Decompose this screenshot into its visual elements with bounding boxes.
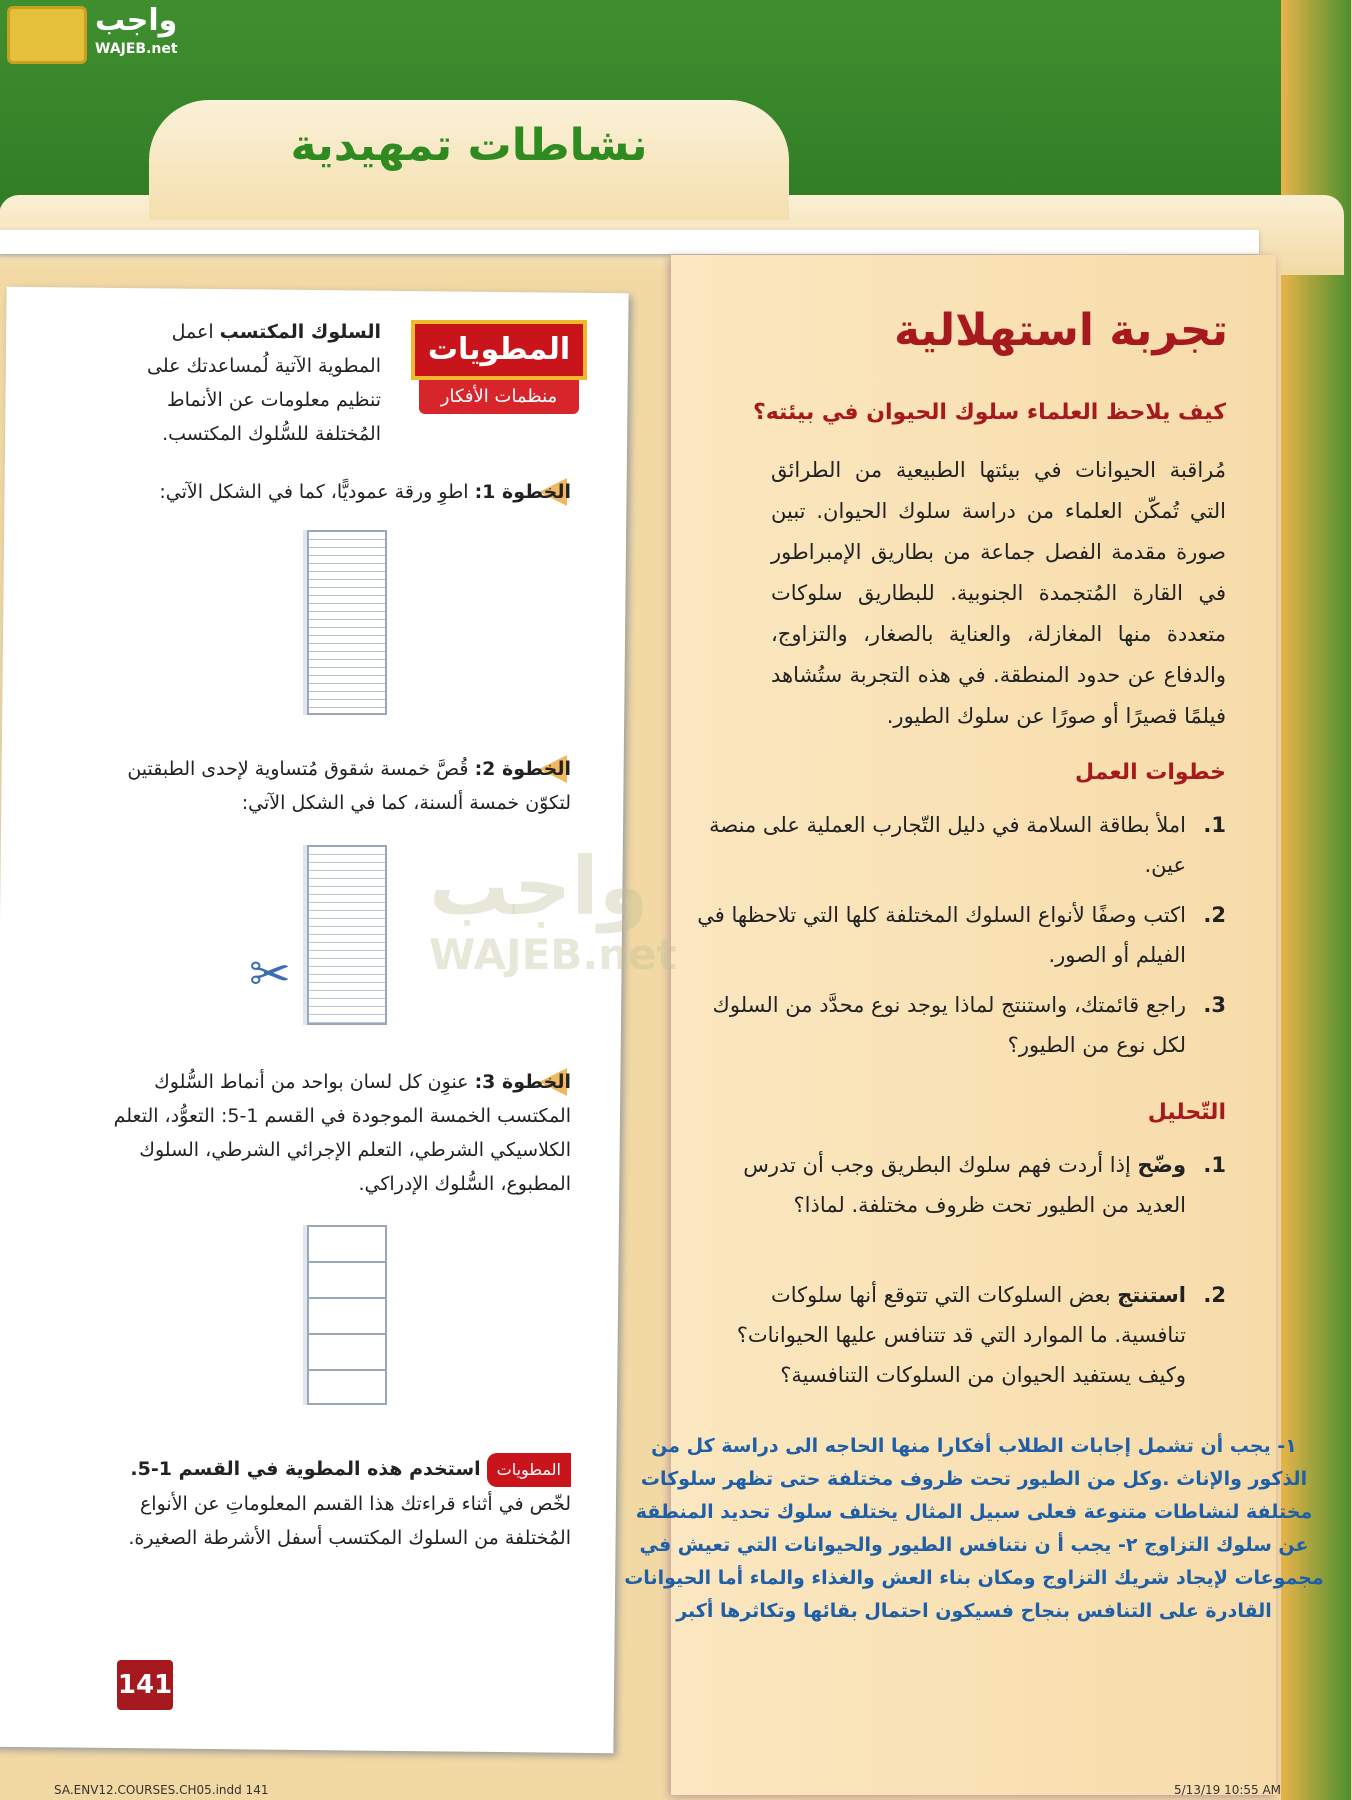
scissors-icon: ✂	[250, 945, 292, 1003]
wajeb-logo	[8, 3, 179, 64]
analysis-title: التّحليل	[1148, 1100, 1227, 1125]
item-text: اكتب وصفًا لأنواع السلوك المختلفة كلها التي تلاحظها في الفيلم أو الصور.	[698, 903, 1187, 967]
paper-strip	[0, 230, 1260, 254]
footer-file: SA.ENV12.COURSES.CH05.indd 141	[55, 1783, 270, 1797]
experiment-intro: مُراقبة الحيوانات في بيئتها الطبيعية من الطرائق التي تُمكّن العلماء من دراسة سلوك الحيوان. تبين صورة مقدمة الفصل جماعة من بطاريق الإمبراطور في القارة المُتجمدة الجنوبية. للبطاريق سلوكات متعددة منها المغازلة، والعناية بالصغار، والتزاوج، والدفاع عن حدود المنطقة. في هذه التجربة ستُشاهد فيلمًا قصيرًا أو صورًا عن سلوك الطيور.	[772, 458, 1227, 728]
procedure-item	[697, 985, 1227, 1065]
book-icon	[8, 6, 88, 64]
watermark-latin: WAJEB.net	[430, 930, 678, 979]
item-number: 1.	[1204, 813, 1227, 837]
procedure-title: خطوات العمل	[1076, 760, 1227, 785]
page-number: 141	[118, 1660, 174, 1710]
watermark: واجب	[430, 840, 650, 933]
cut-sheet-figure	[308, 845, 388, 1025]
teacher-answer: ١- يجب أن تشمل إجابات الطلاب أفكارا منها الحاجه الى دراسة كل من الذكور والإناث .وكل من الطيور تحت ظروف مختلفة حتى تظهر سلوكات مختلفة لنشاطات متنوعة فعلى سبيل المثال يختلف سلوك تحديد المنطقة عن سلوك التزاوج ٢- يجب أ ن نتنافس الطيور والحيوانات التي تعيش في مجموعات لإيجاد شريك التزاوج ومكان بناء العش والغذاء والماء أما الحيوانات القادرة على التنافس بنجاح فسيكون احتمال بقائها وتكاثرها أكبر	[625, 1435, 1325, 1622]
item-verb: استنتج	[1118, 1283, 1187, 1307]
experiment-question: كيف يلاحظ العلماء سلوك الحيوان في بيئته؟	[753, 400, 1227, 425]
item-text: راجع قائمتك، واستنتج لماذا يوجد نوع محدَّد من السلوك لكل نوع من الطيور؟	[713, 993, 1187, 1057]
step-label: الخطوة 1:	[475, 481, 572, 503]
usage-tag: المطويات	[488, 1453, 572, 1487]
intro-text: اعمل المطوية الآتية لُمساعدتك على تنظيم معلومات عن الأنماط المُختلفة للسُّلوك المكتسب.	[148, 321, 382, 445]
footer-date: 5/13/19 10:55 AM	[1175, 1783, 1283, 1797]
foldables-badge	[412, 320, 588, 420]
analysis-item	[697, 1145, 1227, 1225]
badge-top: المطويات	[412, 320, 588, 380]
section-tab	[150, 100, 790, 220]
step-2	[102, 752, 572, 820]
step-text: عنوِن كل لسان بواحد من أنماط السُّلوك المكتسب الخمسة الموجودة في القسم 1-5: التعوُّد، التعلم الكلاسيكي الشرطي، التعلم الإجرائي الشرطي، السلوك المطبوع، السُّلوك الإدراكي.	[114, 1071, 572, 1195]
step-1	[102, 475, 572, 509]
analysis-item	[697, 1275, 1227, 1395]
item-number: 3.	[1204, 993, 1227, 1017]
procedure-item	[697, 805, 1227, 885]
step-3	[102, 1065, 572, 1201]
item-text: املأ بطاقة السلامة في دليل التّجارب العملية على منصة عين.	[710, 813, 1187, 877]
foldables-usage	[92, 1452, 572, 1555]
item-text: إذا أردت فهم سلوك البطريق وجب أن تدرس العديد من الطيور تحت ظروف مختلفة. لماذا؟	[744, 1153, 1187, 1217]
experiment-title: تجربة استهلالية	[895, 305, 1230, 356]
intro-bold: السلوك المكتسب	[220, 321, 382, 343]
usage-bold: استخدم هذه المطوية في القسم 1-5.	[131, 1458, 482, 1480]
step-text: قُصَّ خمسة شقوق مُتساوية لإحدى الطبقتين لتكوّن خمسة ألسنة، كما في الشكل الآتي:	[128, 758, 572, 814]
foldables-intro	[122, 315, 382, 451]
step-text: اطوِ ورقة عموديًّا، كما في الشكل الآتي:	[160, 481, 476, 503]
section-title: نشاطات تمهيدية	[291, 120, 649, 171]
item-number: 1.	[1204, 1153, 1227, 1177]
step-label: الخطوة 2:	[475, 758, 572, 780]
item-text: بعض السلوكات التي تتوقع أنها سلوكات تنافسية. ما الموارد التي قد تتنافس عليها الحيوانات؟ وكيف يستفيد الحيوان من السلوكات التنافسية؟	[737, 1283, 1187, 1387]
usage-text: لخّص في أثناء قراءتك هذا القسم المعلوماتِ عن الأنواع المُختلفة من السلوك المكتسب أسفل الأشرطة الصغيرة.	[129, 1493, 572, 1549]
logo-arabic: واجب	[96, 3, 179, 38]
item-number: 2.	[1204, 1283, 1227, 1307]
logo-latin: WAJEB.net	[96, 41, 179, 57]
folded-sheet-figure	[308, 530, 388, 715]
procedure-item	[697, 895, 1227, 975]
badge-bottom: منظمات الأفكار	[420, 380, 580, 414]
item-number: 2.	[1204, 903, 1227, 927]
step-label: الخطوة 3:	[475, 1071, 572, 1093]
tabbed-sheet-figure	[308, 1225, 388, 1405]
item-verb: وضّح	[1138, 1153, 1187, 1177]
